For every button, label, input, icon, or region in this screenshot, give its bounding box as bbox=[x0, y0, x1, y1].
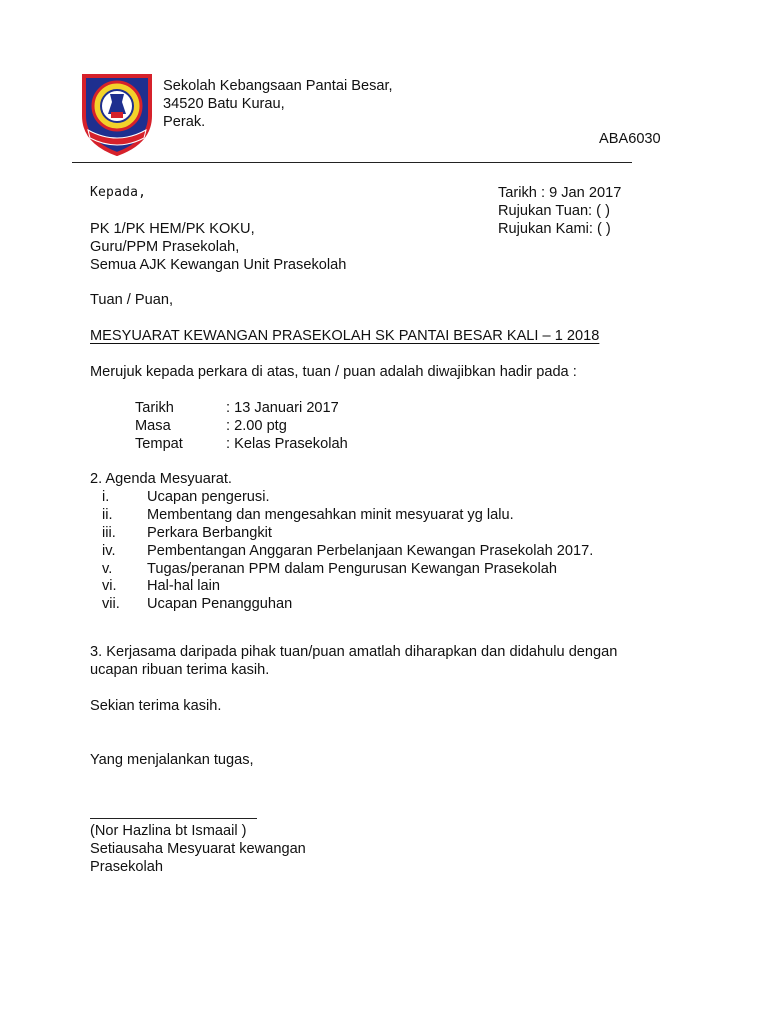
salutation: Tuan / Puan, bbox=[90, 292, 174, 308]
closing-paragraph-line: ucapan ribuan terima kasih. bbox=[90, 662, 270, 678]
school-crest-logo bbox=[80, 72, 154, 156]
school-name: Sekolah Kebangsaan Pantai Besar, bbox=[163, 78, 393, 94]
agenda-item bbox=[102, 560, 662, 578]
school-address-line: 34520 Batu Kurau, bbox=[163, 96, 285, 112]
yang-menjalankan-tugas: Yang menjalankan tugas, bbox=[90, 752, 254, 768]
detail-row bbox=[135, 399, 435, 417]
signatory-title: Setiausaha Mesyuarat kewangan bbox=[90, 841, 306, 857]
detail-row bbox=[135, 435, 435, 453]
agenda-number: vi. bbox=[102, 578, 117, 594]
signature-line bbox=[90, 818, 257, 819]
rujukan-tuan: Rujukan Tuan: ( ) bbox=[498, 203, 610, 219]
letter-subject: MESYUARAT KEWANGAN PRASEKOLAH SK PANTAI BESAR KALI – 1 2018 bbox=[90, 328, 600, 344]
signatory-title: Prasekolah bbox=[90, 859, 164, 875]
detail-row bbox=[135, 417, 435, 435]
agenda-text: Perkara Berbangkit bbox=[147, 525, 272, 541]
agenda-heading: 2. Agenda Mesyuarat. bbox=[90, 471, 232, 487]
agenda-text: Ucapan Penangguhan bbox=[147, 596, 293, 612]
agenda-text: Ucapan pengerusi. bbox=[147, 489, 270, 505]
detail-label: Tarikh bbox=[135, 400, 174, 416]
letter-date: Tarikh : 9 Jan 2017 bbox=[498, 185, 622, 201]
agenda-number: i. bbox=[102, 489, 110, 505]
agenda-text: Pembentangan Anggaran Perbelanjaan Kewangan Prasekolah 2017. bbox=[147, 543, 594, 559]
recipient-line: Guru/PPM Prasekolah, bbox=[90, 239, 240, 255]
agenda-text: Hal-hal lain bbox=[147, 578, 221, 594]
agenda-item bbox=[102, 542, 662, 560]
agenda-item bbox=[102, 524, 662, 542]
kepada-label: Kepada, bbox=[90, 185, 147, 200]
rujukan-kami: Rujukan Kami: ( ) bbox=[498, 221, 611, 237]
agenda-item bbox=[102, 506, 662, 524]
detail-label: Tempat bbox=[135, 436, 183, 452]
agenda-item bbox=[102, 577, 662, 595]
recipient-line: Semua AJK Kewangan Unit Prasekolah bbox=[90, 257, 347, 273]
agenda-text: Membentang dan mengesahkan minit mesyuarat yg lalu. bbox=[147, 507, 514, 523]
detail-value: : 13 Januari 2017 bbox=[226, 400, 339, 416]
closing-paragraph-line: 3. Kerjasama daripada pihak tuan/puan amatlah diharapkan dan didahulu dengan bbox=[90, 644, 618, 660]
thanks-line: Sekian terima kasih. bbox=[90, 698, 222, 714]
intro-paragraph: Merujuk kepada perkara di atas, tuan / puan adalah diwajibkan hadir pada : bbox=[90, 364, 577, 380]
agenda-number: ii. bbox=[102, 507, 113, 523]
document-code: ABA6030 bbox=[599, 131, 661, 147]
detail-label: Masa bbox=[135, 418, 171, 434]
agenda-item bbox=[102, 595, 662, 613]
header-divider bbox=[72, 162, 632, 163]
detail-value: : Kelas Prasekolah bbox=[226, 436, 348, 452]
agenda-number: iii. bbox=[102, 525, 116, 541]
recipient-line: PK 1/PK HEM/PK KOKU, bbox=[90, 221, 255, 237]
school-state: Perak. bbox=[163, 114, 206, 130]
agenda-number: vii. bbox=[102, 596, 120, 612]
agenda-number: iv. bbox=[102, 543, 116, 559]
signatory-name: (Nor Hazlina bt Ismaail ) bbox=[90, 823, 247, 839]
agenda-text: Tugas/peranan PPM dalam Pengurusan Kewangan Prasekolah bbox=[147, 561, 557, 577]
detail-value: : 2.00 ptg bbox=[226, 418, 287, 434]
agenda-item bbox=[102, 488, 662, 506]
agenda-number: v. bbox=[102, 561, 113, 577]
